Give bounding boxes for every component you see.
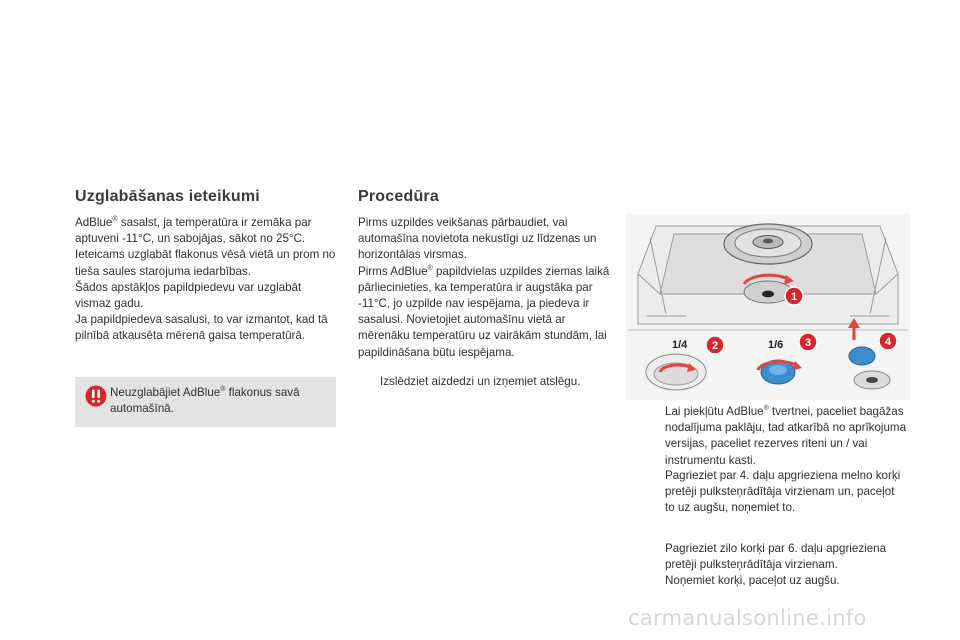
warning-text: Neuzglabājiet AdBlue® flakonus savā automašīnā.	[110, 386, 300, 416]
storage-paragraph-4: Ja papildpiedeva sasalusi, to var izmantot, kad tā pilnībā atkausēta mērenā gaisa temperatūrā.	[75, 313, 328, 343]
procedure-heading: Procedūra	[358, 188, 439, 205]
badge-2-label: 2	[711, 340, 719, 352]
quarter-turn-label: 1/4	[672, 339, 688, 351]
storage-paragraph-3: Šādos apstākļos papildpiedevu var uzglabāt vismaz gadu.	[75, 280, 302, 311]
sixth-turn-label: 1/6	[768, 339, 784, 351]
adblue-illustration	[626, 214, 910, 400]
watermark: carmanualsonline.info	[628, 606, 867, 630]
step-blue-cap: Pagrieziet zilo korķi par 6. daļu apgrieziena pretēji pulksteņrādītāja virzienam.	[665, 542, 887, 572]
badge-3-label: 3	[804, 337, 812, 349]
step-access-tank: Lai piekļūtu AdBlue® tvertnei, paceliet bagāžas nodalījuma paklāju, tad atkarībā no aprīkojuma versijas, paceliet rezerves riteni un / vai instrumentu kasti.	[665, 405, 907, 467]
storage-heading: Uzglabāšanas ieteikumi	[75, 188, 260, 205]
warning-note	[75, 377, 336, 427]
spare-wheel-icon	[724, 224, 812, 264]
storage-paragraph-1: AdBlue® sasalst, ja temperatūra ir zemāka par aptuveni -11°C, un sabojājas, sākot no 25°C.	[75, 216, 312, 246]
step-remove-cap: Noņemiet korķi, paceļot uz augšu.	[665, 574, 840, 587]
storage-paragraph-2: Ieteicams uzglabāt flakonus vēsā vietā un prom no tieša saules starojuma iedarbības.	[75, 248, 336, 278]
procedure-section	[358, 188, 620, 361]
step-ignition: Izslēdziet aizdedzi un izņemiet atslēgu.	[380, 375, 581, 388]
procedure-paragraph-1: Pirms uzpildes veikšanas pārbaudiet, vai automašīna novietota nekustīgi uz līdzenas un horizontālas virsmas.	[358, 216, 597, 262]
procedure-paragraph-2: Pirms AdBlue® papildvielas uzpildes ziemas laikā pārliecinieties, ka temperatūra ir augstāka par -11°C, jo uzpilde nav iespējama, ja piedeva ir sasalusi. Novietojiet automašīnu vietā ar mērenāku temperatūru uz vairākām stundām, lai papildināšana būtu iespējama.	[358, 264, 610, 359]
badge-1-label: 1	[790, 291, 798, 303]
storage-section	[75, 188, 340, 345]
step-black-cap: Pagrieziet par 4. daļu apgrieziena melno korķi pretēji pulksteņrādītāja virzienam un, paceļot to uz augšu, noņemiet to.	[665, 469, 901, 515]
warning-icon	[85, 385, 107, 407]
badge-4-label: 4	[884, 336, 892, 348]
step-1-badge	[785, 287, 803, 305]
